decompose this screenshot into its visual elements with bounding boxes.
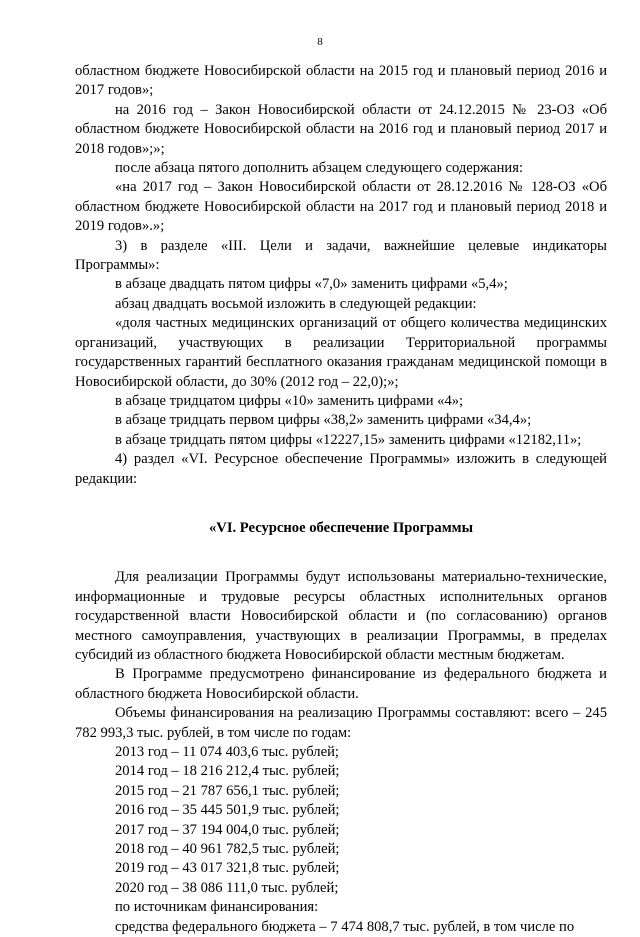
paragraph: Объемы финансирования на реализацию Программы составляют: всего – 245 782 993,3 тыс. рублей, в том числе по годам: xyxy=(75,705,607,741)
paragraph: Для реализации Программы будут использованы материально-технические, информационные и трудовые ресурсы областных исполнительных органов государственной власти Новосибирской области и (по согласованию) органов местного самоуправления, участвующих в реализации Программы, в пределах субсидий из областного бюджета Новосибирской области местным бюджетам. xyxy=(75,569,607,663)
year-funding-line: 2013 год – 11 074 403,6 тыс. рублей; xyxy=(115,744,339,760)
paragraph: 4) раздел «VI. Ресурсное обеспечение Программы» изложить в следующей редакции: xyxy=(75,451,607,487)
year-funding-line: 2018 год – 40 961 782,5 тыс. рублей; xyxy=(115,841,340,858)
paragraph: на 2016 год – Закон Новосибирской области от 24.12.2015 № 23-ОЗ «Об областном бюджете Новосибирской области на 2016 год и плановый период 2017 и 2018 годов»;»; xyxy=(75,101,607,157)
document-body xyxy=(75,62,607,937)
paragraph: абзац двадцать восьмой изложить в следующей редакции: xyxy=(115,295,477,312)
paragraph: в абзаце двадцать пятом цифры «7,0» заменить цифрами «5,4»; xyxy=(115,276,508,293)
paragraph: «доля частных медицинских организаций от общего количества медицинских организаций, участвующих в реализации Территориальной программы государственных гарантий бесплатного оказания гражданам медицинской помощи в Новосибирской области, до 30% (2012 год – 22,0);»; xyxy=(75,315,607,390)
paragraph: «на 2017 год – Закон Новосибирской области от 28.12.2016 № 128-ОЗ «Об областном бюджете Новосибирской области на 2017 год и плановый период 2018 и 2019 годов».»; xyxy=(75,179,607,235)
paragraph: В Программе предусмотрено финансирование из федерального бюджета и областного бюджета Новосибирской области. xyxy=(75,666,607,702)
paragraph: средства федерального бюджета – 7 474 808,7 тыс. рублей, в том числе по xyxy=(115,918,575,935)
amendments-block xyxy=(75,62,607,489)
paragraph: по источникам финансирования: xyxy=(115,899,319,916)
year-funding-line: 2020 год – 38 086 111,0 тыс. рублей; xyxy=(115,879,339,896)
section-heading: «VI. Ресурсное обеспечение Программы xyxy=(209,519,473,536)
paragraph: областном бюджете Новосибирской области на 2015 год и плановый период 2016 и 2017 годов»; xyxy=(75,63,607,99)
yearly-funding-list xyxy=(75,743,607,898)
year-funding-line: 2015 год – 21 787 656,1 тыс. рублей; xyxy=(115,782,340,799)
paragraph: в абзаце тридцать первом цифры «38,2» заменить цифрами «34,4»; xyxy=(115,412,532,429)
paragraph: в абзаце тридцать пятом цифры «12227,15» заменить цифрами «12182,11»; xyxy=(115,431,582,448)
year-funding-line: 2016 год – 35 445 501,9 тыс. рублей; xyxy=(115,802,340,819)
page-number: 8 xyxy=(317,36,323,48)
year-funding-line: 2017 год – 37 194 004,0 тыс. рублей; xyxy=(115,821,340,838)
paragraph: после абзаца пятого дополнить абзацем следующего содержания: xyxy=(115,160,523,177)
paragraph: в абзаце тридцатом цифры «10» заменить цифрами «4»; xyxy=(115,392,464,409)
year-funding-line: 2014 год – 18 216 212,4 тыс. рублей; xyxy=(115,763,340,780)
paragraph: 3) в разделе «III. Цели и задачи, важнейшие целевые индикаторы Программы»: xyxy=(75,237,607,274)
year-funding-line: 2019 год – 43 017 321,8 тыс. рублей; xyxy=(115,860,340,877)
funding-sources-block xyxy=(75,898,607,937)
resources-block xyxy=(75,568,607,743)
